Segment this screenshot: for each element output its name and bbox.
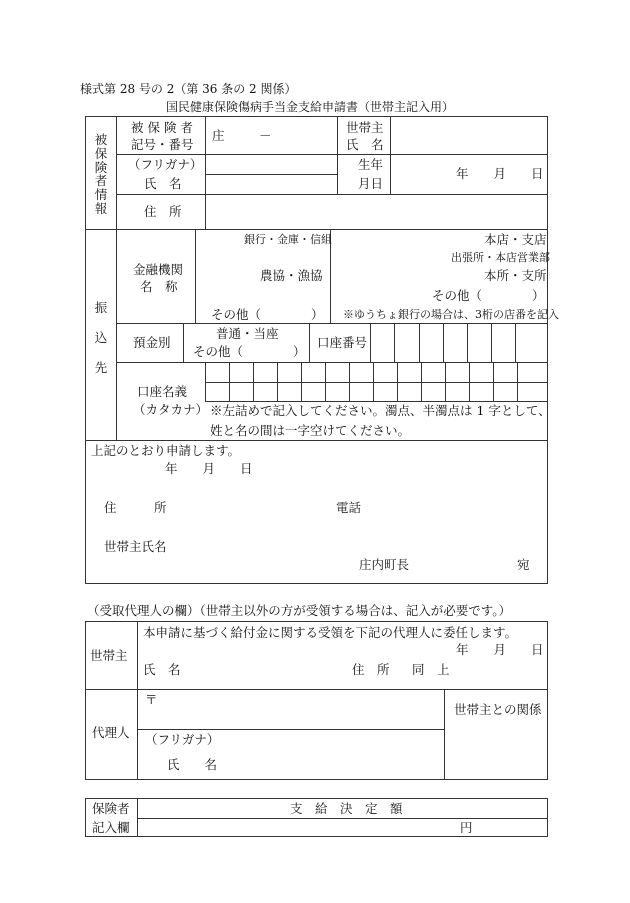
insured-number-field[interactable] — [258, 120, 333, 150]
delegator-address-label: 住 所 — [352, 662, 390, 677]
insured-number-prefix: 庄 — [212, 128, 225, 143]
account-number-label: 口座番号 — [317, 335, 368, 350]
furigana-field[interactable] — [207, 156, 335, 172]
addressee-label: 宛 — [517, 557, 530, 572]
account-name-label-1: 口座名義 — [137, 384, 188, 399]
applicant-name-field[interactable] — [170, 536, 540, 556]
agri-types: 農協・漁協 — [260, 268, 323, 283]
account-number-field[interactable] — [371, 324, 547, 361]
address-field[interactable] — [207, 196, 547, 227]
branch-type-1: 本店・支店 — [484, 232, 547, 247]
bank-name-field[interactable] — [197, 231, 328, 321]
householder-label-1: 世帯主 — [346, 120, 384, 135]
agent-furigana-label: （フリガナ） — [145, 732, 220, 747]
insured-number-label-2: 記号・番号 — [131, 137, 194, 152]
insurer-label-2: 記入欄 — [92, 820, 130, 835]
application-statement: 上記のとおり申請します。 — [91, 443, 241, 458]
phone-field[interactable] — [362, 497, 542, 517]
delegator-name-field[interactable] — [180, 659, 340, 679]
delegation-text: 本申請に基づく給付金に関する受領を下記の代理人に委任します。 — [143, 625, 518, 640]
form-number: 様式第 28 号の 2（第 36 条の 2 関係） — [80, 82, 297, 96]
delegator-address-same: 同 上 — [412, 662, 450, 677]
deposit-other[interactable]: その他（ ） — [193, 344, 306, 359]
branch-type-2: 出張所・本店営業部 — [451, 251, 550, 264]
relation-field[interactable] — [446, 731, 546, 778]
transfer-section-label: 振込先 — [94, 300, 108, 375]
householder-name-field[interactable] — [392, 118, 546, 152]
birth-date[interactable]: 年 月 日 — [456, 166, 544, 181]
branch-other: その他（ ） — [432, 288, 545, 303]
birth-label-1: 生年 — [358, 157, 384, 172]
delegation-date[interactable]: 年 月 日 — [456, 642, 544, 657]
form-title: 国民健康保険傷病手当金支給申請書（世帯主記入用） — [166, 100, 455, 114]
account-name-label-2: （カタカナ） — [133, 402, 209, 417]
agent-householder-label: 世帯主 — [90, 648, 128, 663]
yucho-note: ※ゆうちょ銀行の場合は、3桁の店番を記入 — [343, 308, 559, 321]
address-label: 住 所 — [144, 204, 182, 219]
branch-name-field[interactable] — [332, 231, 546, 286]
name-label: 氏 名 — [144, 176, 182, 191]
delegator-name-label: 氏 名 — [143, 662, 181, 677]
amount-label: 支 給 決 定 額 — [290, 801, 403, 816]
branch-type-3: 本所・支所 — [484, 268, 547, 283]
phone-label: 電話 — [336, 500, 362, 515]
agent-label: 代理人 — [92, 725, 130, 740]
deposit-options[interactable]: 普通・当座 — [216, 326, 279, 341]
birth-label-2: 月日 — [358, 176, 384, 191]
postal-mark: 〒 — [145, 692, 158, 707]
agent-address-field[interactable] — [160, 691, 442, 727]
account-name-note-1: ※左詰めで記入してください。濁点、半濁点は 1 字として、 — [210, 403, 551, 418]
application-date[interactable]: 年 月 日 — [165, 461, 253, 476]
insured-number-dash: － — [259, 128, 272, 143]
householder-name-label: 世帯主氏名 — [104, 539, 167, 554]
bank-label-2: 名 称 — [140, 279, 178, 294]
account-name-field[interactable] — [206, 363, 547, 400]
account-name-note-2: 姓と名の間は一字空けてください。 — [210, 423, 411, 438]
amount-field[interactable] — [139, 820, 439, 836]
bank-types: 銀行・金庫・信組 — [244, 233, 332, 246]
furigana-label: （フリガナ） — [128, 157, 203, 172]
householder-label-2: 氏 名 — [346, 137, 384, 152]
applicant-address-field[interactable] — [170, 497, 330, 517]
bank-other: その他（ ） — [211, 307, 324, 322]
agent-caption: （受取代理人の欄）（世帯主以外の方が受領する場合は、記入が必要です。） — [87, 603, 512, 618]
name-field[interactable] — [207, 176, 335, 192]
insured-number-label-1: 被 保 険 者 — [131, 120, 193, 135]
yen-label: 円 — [460, 820, 473, 835]
agent-name-field[interactable] — [240, 750, 440, 776]
applicant-address-label: 住 所 — [104, 500, 167, 515]
agent-name-label: 氏 名 — [167, 757, 218, 772]
insurer-label-1: 保険者 — [92, 801, 130, 816]
mayor-label: 庄内町長 — [359, 557, 410, 572]
deposit-type-label: 預金別 — [133, 335, 171, 350]
insured-section-label: 被保険者情報 — [94, 132, 108, 216]
bank-label-1: 金融機関 — [133, 262, 184, 277]
relation-label: 世帯主との関係 — [454, 702, 542, 717]
